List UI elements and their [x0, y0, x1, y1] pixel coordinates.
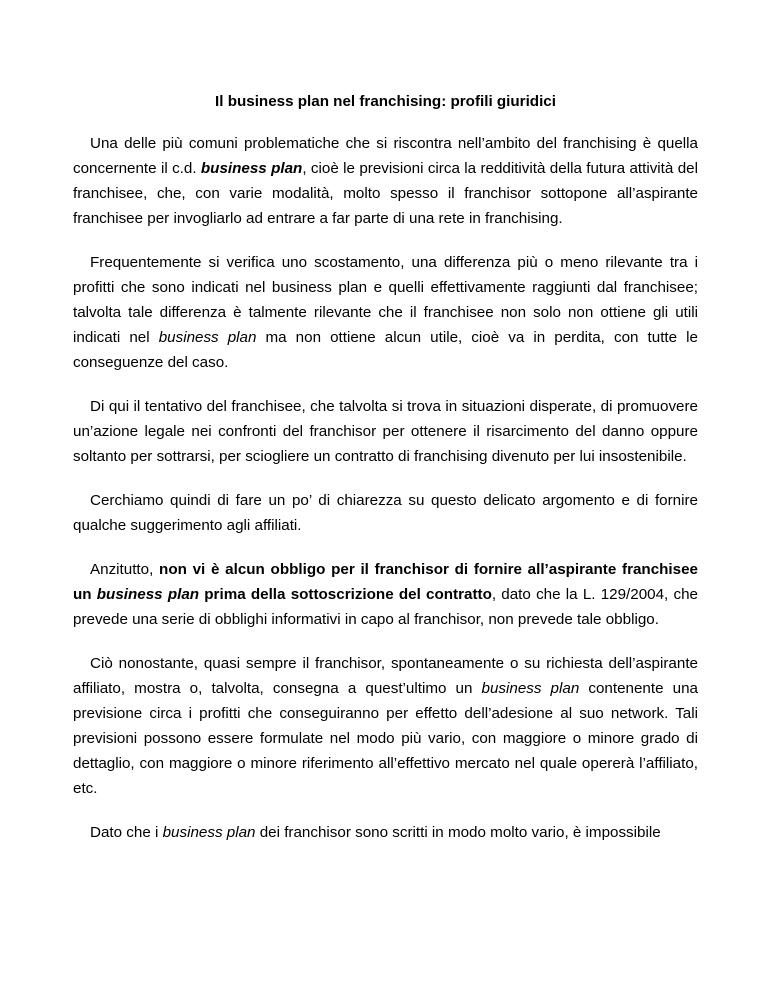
text-run: Di qui il tentativo del franchisee, che talvolta si trova in situazioni disperate, di promuovere un’azione legale nei confronti del franchisor per ottenere il risarcimento del danno oppure soltanto per sottrarsi, per sciogliere un contratto di franchising divenuto per lui insostenibile. — [73, 398, 698, 465]
text-run: , cioè le previsioni circa la redditività della futura attività del franchisee, che, con varie modalità, molto spesso il franchisor sottopone all’aspirante franchisee per invogliarlo ad entrare a far parte di una rete in franchising. — [73, 160, 698, 227]
text-run: Frequentemente si verifica uno scostamento, una differenza più o meno rilevante tra i profitti che sono indicati nel business plan e quelli effettivamente raggiunti dal franchisee; talvolta tale differenza è talmente rilevante che il franchisee non solo non ottiene gli utili indicati nel — [73, 254, 698, 346]
italic-business-plan: business plan — [481, 680, 580, 697]
bold-run: non vi è alcun obbligo per il franchisor di fornire all’aspirante franchisee un — [73, 561, 698, 603]
emphasis-business-plan: business plan — [200, 160, 303, 177]
paragraph-1 — [73, 131, 698, 231]
text-run: Anzitutto, — [90, 561, 160, 578]
text-run: Cerchiamo quindi di fare un po’ di chiarezza su questo delicato argomento e di fornire qualche suggerimento agli affiliati. — [73, 492, 698, 534]
text-run: contenente una previsione circa i profitti che conseguiranno per effetto dell’adesione al suo network. Tali previsioni possono essere formulate nel modo più vario, con maggiore o minore grado di dettaglio, con maggiore o minore riferimento all’effettivo mercato nel quale opererà l’affiliato, etc. — [73, 680, 698, 797]
text-run: dei franchisor sono scritti in modo molto vario, è impossibile — [255, 824, 661, 841]
paragraph-6 — [73, 651, 698, 801]
italic-business-plan: business plan — [158, 329, 257, 346]
paragraph-7 — [73, 820, 698, 845]
text-run: ma non ottiene alcun utile, cioè va in perdita, con tutte le conseguenze del caso. — [73, 329, 698, 371]
document-title: Il business plan nel franchising: profili giuridici — [215, 93, 556, 110]
paragraph-5 — [73, 557, 698, 632]
paragraph-3 — [73, 394, 698, 469]
bold-run: prima della sottoscrizione del contratto — [199, 586, 492, 603]
text-run: , dato che la L. 129/2004, che prevede una serie di obblighi informativi in capo al franchisor, non prevede tale obbligo. — [73, 586, 698, 628]
text-run: Dato che i — [90, 824, 163, 841]
text-run: Ciò nonostante, quasi sempre il franchisor, spontaneamente o su richiesta dell’aspirante affiliato, mostra o, talvolta, consegna a quest’ultimo un — [73, 655, 698, 697]
emphasis-business-plan: business plan — [96, 586, 200, 603]
text-run: Una delle più comuni problematiche che si riscontra nell’ambito del franchising è quella concernente il c.d. — [73, 135, 698, 177]
paragraph-2 — [73, 250, 698, 375]
italic-business-plan: business plan — [162, 824, 256, 841]
paragraph-4 — [73, 488, 698, 538]
